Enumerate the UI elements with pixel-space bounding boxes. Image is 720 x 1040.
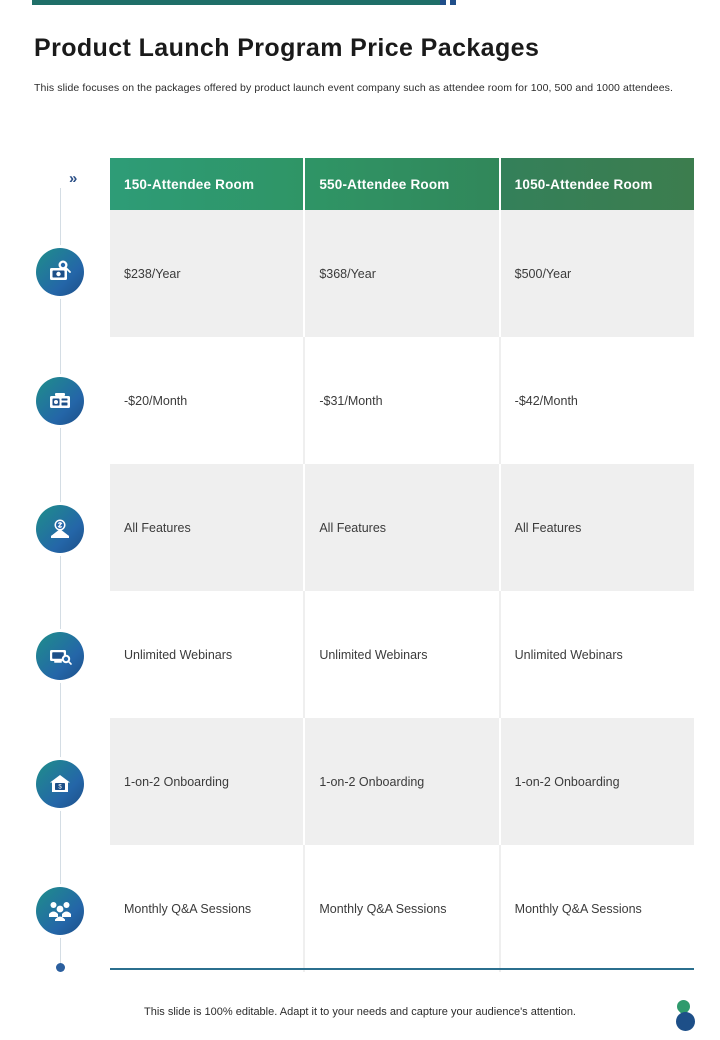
top-decor-square-2 — [450, 0, 456, 5]
table-column-header: 1050-Attendee Room — [499, 158, 694, 210]
table-cell: Unlimited Webinars — [303, 591, 498, 718]
page-title: Product Launch Program Price Packages — [34, 34, 540, 62]
table-cell: Monthly Q&A Sessions — [110, 845, 303, 972]
page-subtitle: This slide focuses on the packages offered by product launch event company such as attendee room for 100, 500 and 1000 attendees. — [34, 82, 674, 94]
table-header-row — [110, 158, 694, 210]
team-meeting-icon — [36, 887, 84, 935]
table-cell: $368/Year — [303, 210, 498, 337]
timeline-rail — [60, 188, 61, 968]
footer-note: This slide is 100% editable. Adapt it to your needs and capture your audience's attention. — [144, 1006, 576, 1018]
table-cell: -$20/Month — [110, 337, 303, 464]
table-cell: $238/Year — [110, 210, 303, 337]
table-column-header: 150-Attendee Room — [110, 158, 303, 210]
table-row — [110, 337, 694, 464]
house-money-icon — [36, 760, 84, 808]
table-cell: 1-on-2 Onboarding — [303, 718, 498, 845]
table-cell: 1-on-2 Onboarding — [110, 718, 303, 845]
brand-logo-icon — [674, 1000, 700, 1032]
table-row — [110, 591, 694, 718]
table-row — [110, 464, 694, 591]
cash-register-icon — [36, 377, 84, 425]
table-cell: Unlimited Webinars — [110, 591, 303, 718]
webinar-screen-icon — [36, 632, 84, 680]
table-cell: Unlimited Webinars — [499, 591, 694, 718]
rail-end-dot — [56, 963, 65, 972]
top-decor-bar — [32, 0, 440, 5]
chevron-right-icon: » — [69, 170, 78, 187]
price-tag-money-icon — [36, 248, 84, 296]
table-cell: -$31/Month — [303, 337, 498, 464]
table-row — [110, 718, 694, 845]
table-cell: $500/Year — [499, 210, 694, 337]
table-cell: Monthly Q&A Sessions — [499, 845, 694, 972]
money-bag-icon — [36, 505, 84, 553]
table-column-header: 550-Attendee Room — [303, 158, 498, 210]
table-cell: -$42/Month — [499, 337, 694, 464]
table-cell: All Features — [499, 464, 694, 591]
svg-text:$: $ — [58, 784, 62, 791]
table-bottom-rule — [110, 968, 694, 970]
table-row — [110, 210, 694, 337]
table-cell: All Features — [110, 464, 303, 591]
table-cell: Monthly Q&A Sessions — [303, 845, 498, 972]
table-cell: All Features — [303, 464, 498, 591]
table-cell: 1-on-2 Onboarding — [499, 718, 694, 845]
table-row — [110, 845, 694, 972]
pricing-table — [110, 158, 694, 972]
top-decor-square-1 — [440, 0, 446, 5]
